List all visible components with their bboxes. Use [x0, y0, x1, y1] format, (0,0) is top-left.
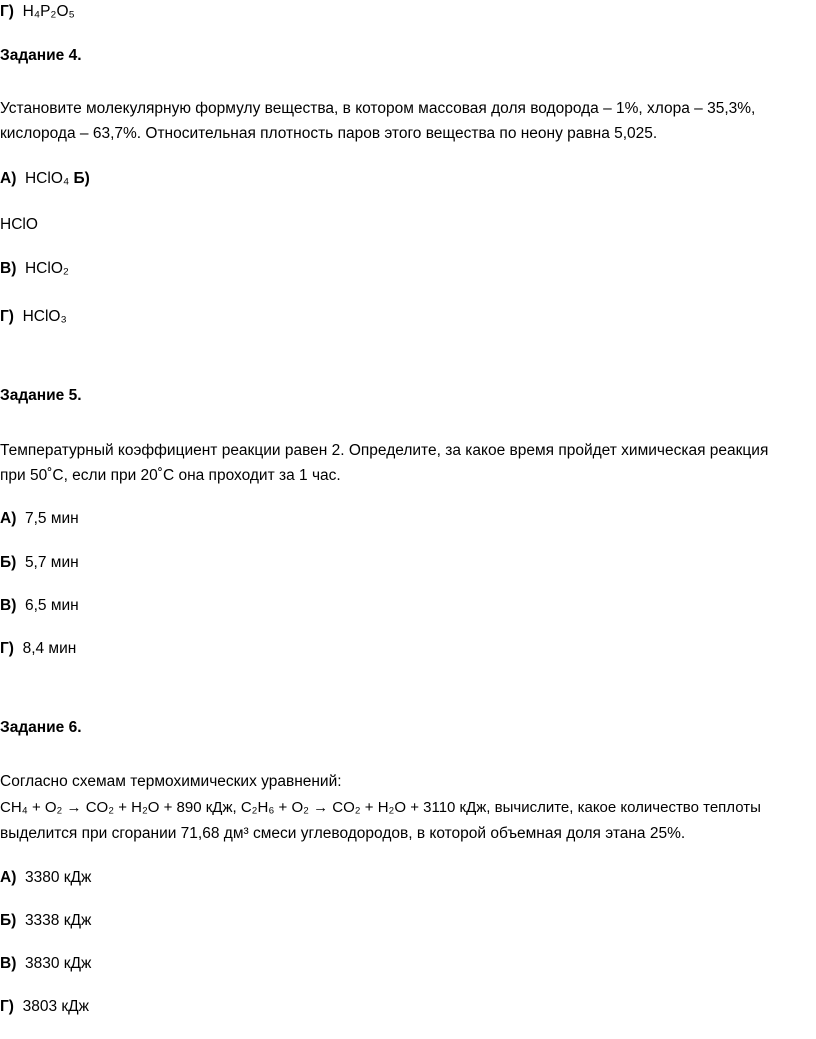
option-letter: Г): [0, 308, 14, 325]
q6-text-line3: выделится при сгорании 71,68 дм³ смеси углеводородов, в которой объемная доля этана 25%.: [0, 825, 686, 842]
option-text: 7,5 мин: [24, 510, 79, 527]
q3-option-g: [0, 2, 75, 22]
option-letter: Г): [0, 3, 14, 20]
q4-option-a: [0, 169, 90, 189]
option-letter: Г): [0, 998, 14, 1015]
q5-heading: Задание 5.: [0, 387, 82, 404]
option-letter: Б): [0, 912, 17, 929]
q5-text-line1: Температурный коэффициент реакции равен 2. Определите, за какое время пройдет химическая реакция: [0, 442, 769, 459]
q6-text-line2: CH₄ + O₂ → CO₂ + H₂O + 890 кДж, C₂H₆ + O₂ → CO₂ + H₂O + 3110 кДж, вычислите, какое количество теплоты: [0, 799, 761, 816]
option-text: HClO₃: [22, 308, 67, 325]
q5-text-line2: при 50˚С, если при 20˚С она проходит за 1 час.: [0, 467, 341, 484]
q4-heading: Задание 4.: [0, 47, 82, 64]
option-text: 6,5 мин: [24, 597, 79, 614]
option-letter: А): [0, 869, 17, 886]
option-letter: Г): [0, 640, 14, 657]
q5-option-g: [0, 639, 76, 659]
q4-option-g: [0, 307, 67, 327]
q4-option-v: [0, 259, 69, 279]
option-text: HClO₂: [24, 260, 69, 277]
option-text: 5,7 мин: [24, 554, 79, 571]
option-letter: А): [0, 170, 17, 187]
q4-text-line1: Установите молекулярную формулу вещества, в котором массовая доля водорода – 1%, хлора – 35,3%,: [0, 100, 756, 117]
q5-option-a: [0, 509, 79, 529]
option-letter: Б): [0, 554, 17, 571]
option-text: 3380 кДж: [24, 869, 92, 886]
option-letter: В): [0, 597, 17, 614]
option-text: HClO₄: [24, 170, 70, 187]
q6-option-v: [0, 954, 91, 974]
q6-option-a: [0, 868, 91, 888]
option-letter: В): [0, 955, 17, 972]
q6-heading: Задание 6.: [0, 719, 82, 736]
q4-option-b-text: HClO: [0, 216, 38, 233]
option-text: 8,4 мин: [22, 640, 77, 657]
q5-option-v: [0, 596, 79, 616]
q6-text-line1: Согласно схемам термохимических уравнений:: [0, 773, 342, 790]
q6-option-g: [0, 997, 89, 1017]
option-letter: А): [0, 510, 17, 527]
option-text: H₄P₂O₅: [22, 3, 75, 20]
option-text: 3830 кДж: [24, 955, 92, 972]
q5-option-b: [0, 553, 79, 573]
option-letter: В): [0, 260, 17, 277]
q4-text-line2: кислорода – 63,7%. Относительная плотность паров этого вещества по неону равна 5,025.: [0, 125, 658, 142]
option-letter: Б): [73, 170, 90, 187]
option-text: 3338 кДж: [24, 912, 92, 929]
option-text: 3803 кДж: [22, 998, 90, 1015]
q6-option-b: [0, 911, 91, 931]
